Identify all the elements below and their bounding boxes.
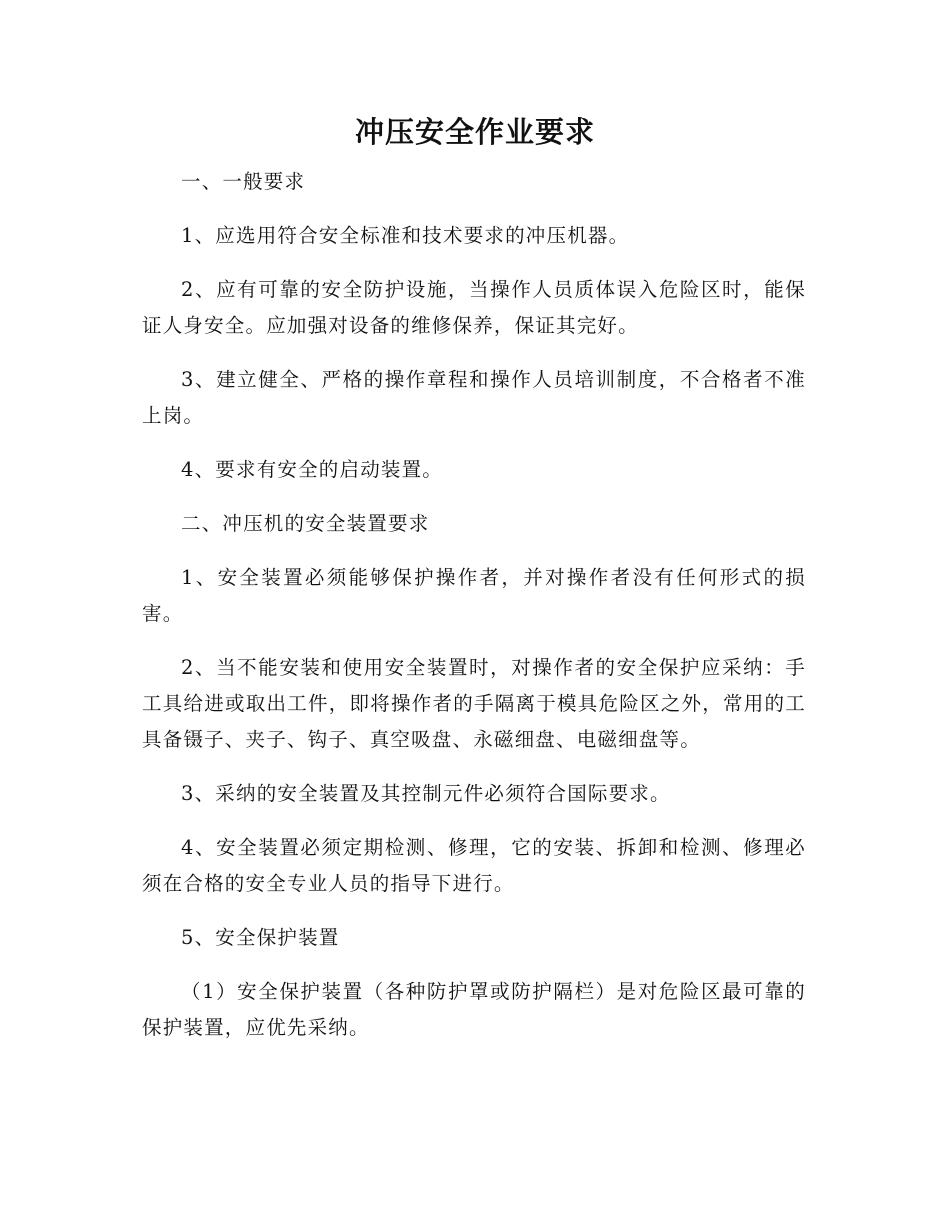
paragraph: 3、建立健全、严格的操作章程和操作人员培训制度，不合格者不准上岗。 xyxy=(142,368,806,427)
paragraph: 2、应有可靠的安全防护设施，当操作人员质体误入危险区时，能保证人身安全。应加强对设备的维修保养，保证其完好。 xyxy=(142,278,806,337)
paragraph: 2、当不能安装和使用安全装置时，对操作者的安全保护应采纳：手工具给进或取出工件，即将操作者的手隔离于模具危险区之外，常用的工具备镊子、夹子、钩子、真空吸盘、永磁细盘、电磁细盘等。 xyxy=(142,656,806,751)
document-title: 冲压安全作业要求 xyxy=(354,115,595,149)
section-heading-safety-device: 二、冲压机的安全装置要求 xyxy=(181,512,430,535)
paragraph: 1、安全装置必须能够保护操作者，并对操作者没有任何形式的损害。 xyxy=(142,566,806,625)
section-heading-general: 一、一般要求 xyxy=(181,170,306,193)
document-body xyxy=(142,164,806,1064)
paragraph: 5、安全保护装置 xyxy=(181,926,340,949)
paragraph: 3、采纳的安全装置及其控制元件必须符合国际要求。 xyxy=(181,782,671,805)
paragraph: 4、安全装置必须定期检测、修理，它的安装、拆卸和检测、修理必须在合格的安全专业人员的指导下进行。 xyxy=(142,836,806,895)
paragraph: 1、应选用符合安全标准和技术要求的冲压机器。 xyxy=(181,224,630,247)
paragraph: 4、要求有安全的启动装置。 xyxy=(181,458,444,481)
paragraph: （1）安全保护装置（各种防护罩或防护隔栏）是对危险区最可靠的保护装置，应优先采纳。 xyxy=(142,980,806,1039)
